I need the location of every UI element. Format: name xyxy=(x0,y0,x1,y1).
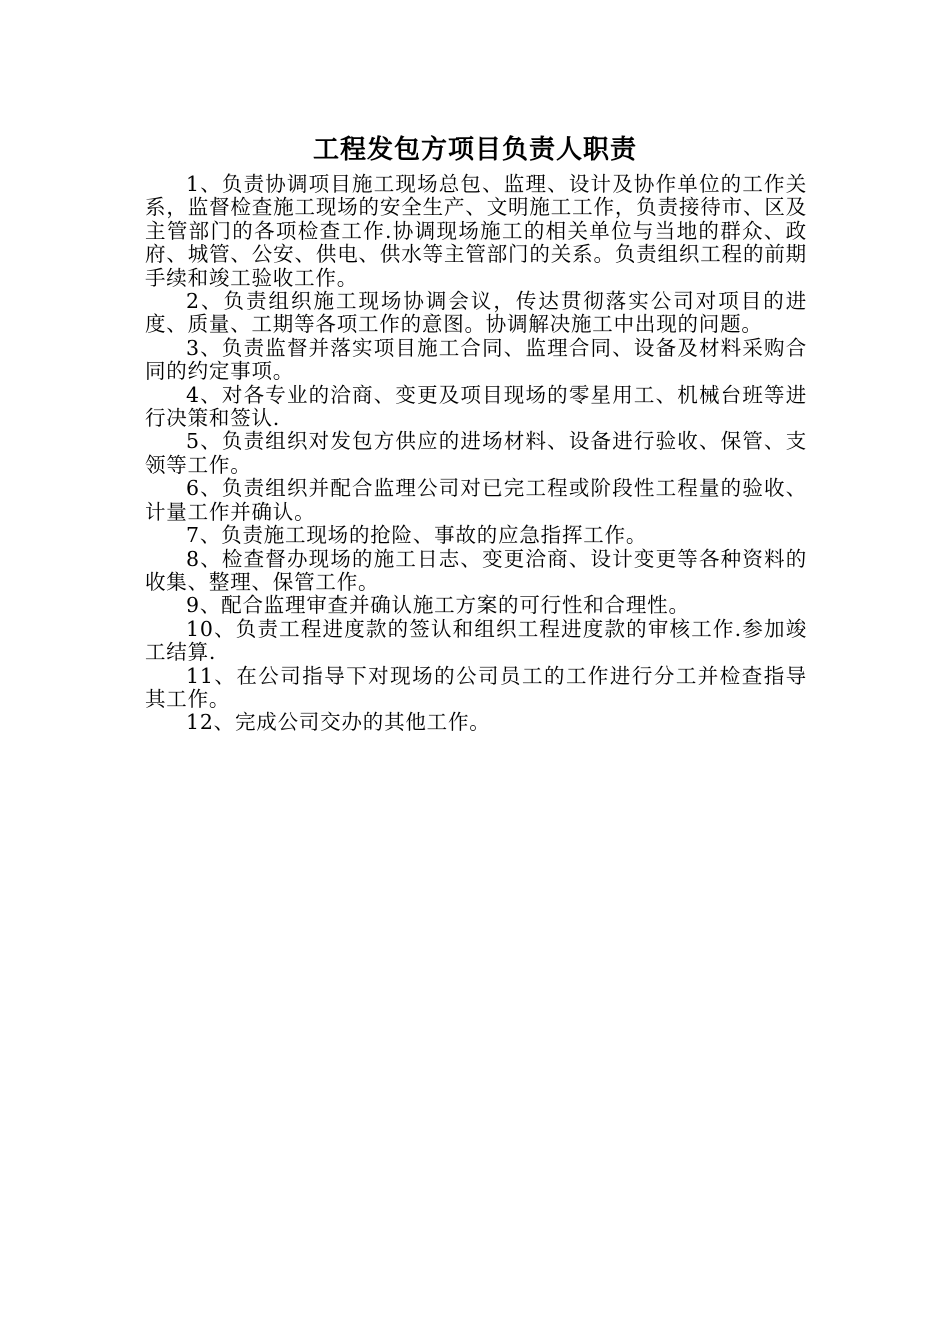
duty-item-3: 3、负责监督并落实项目施工合同、监理合同、设备及材料采购合同的约定事项。 xyxy=(145,335,807,384)
duty-item-12: 12、完成公司交办的其他工作。 xyxy=(186,710,491,735)
duty-item-7: 7、负责施工现场的抢险、事故的应急指挥工作。 xyxy=(186,523,648,548)
duty-item-8: 8、检查督办现场的施工日志、变更洽商、设计变更等各种资料的收集、整理、保管工作。 xyxy=(145,546,807,594)
duty-item-4: 4、对各专业的洽商、变更及项目现场的零星用工、机械台班等进行决策和签认. xyxy=(145,382,807,431)
duty-item-11: 11、在公司指导下对现场的公司员工的工作进行分工并检查指导其工作。 xyxy=(145,663,807,711)
duty-item-6: 6、负责组织并配合监理公司对已完工程或阶段性工程量的验收、计量工作并确认。 xyxy=(145,476,807,524)
duty-item-9: 9、配合监理审查并确认施工方案的可行性和合理性。 xyxy=(186,593,690,618)
duty-item-10: 10、负责工程进度款的签认和组织工程进度款的审核工作.参加竣工结算. xyxy=(145,616,807,665)
document-body xyxy=(145,173,807,735)
duty-item-5: 5、负责组织对发包方供应的进场材料、设备进行验收、保管、支领等工作。 xyxy=(145,429,807,477)
duty-item-1: 1、负责协调项目施工现场总包、监理、设计及协作单位的工作关系，监督检查施工现场的安全生产、文明施工工作，负责接待市、区及主管部门的各项检查工作.协调现场施工的相关单位与当地的群众、政府、城管、公安、供电、供水等主管部门的关系。负责组织工程的前期手续和竣工验收工作。 xyxy=(145,172,807,290)
duty-item-2: 2、负责组织施工现场协调会议，传达贯彻落实公司对项目的进度、质量、工期等各项工作的意图。协调解决施工中出现的问题。 xyxy=(145,289,807,337)
document-title: 工程发包方项目负责人职责 xyxy=(312,135,637,165)
